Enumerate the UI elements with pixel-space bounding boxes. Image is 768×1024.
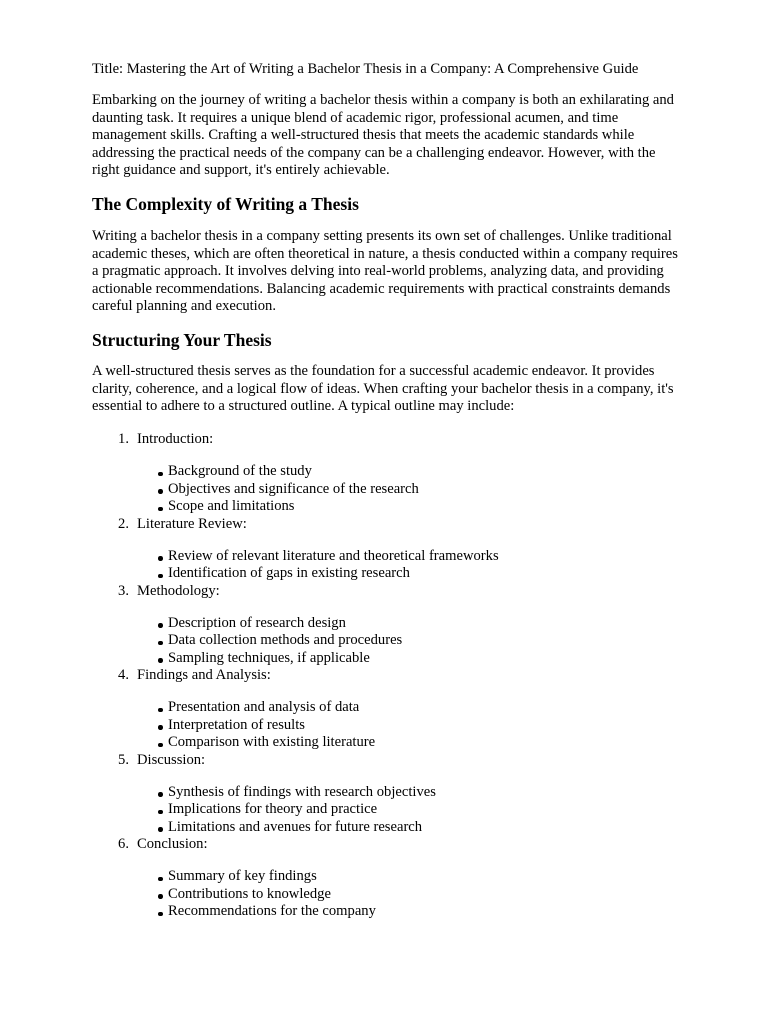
outline-sublist [92, 463, 732, 516]
bullet-icon [158, 556, 163, 561]
outline-sublist [92, 615, 732, 668]
outline-item-row [92, 836, 732, 854]
outline-subitem [158, 699, 732, 717]
outline-sublist [92, 784, 732, 837]
outline-subitem-text: Identification of gaps in existing research [168, 565, 410, 581]
outline-subitem-text: Interpretation of results [168, 716, 305, 733]
outline-subitem [158, 801, 732, 819]
complexity-paragraph: Writing a bachelor thesis in a company setting presents its own set of challenges. Unlike traditional academic theses, which are often theoretical in nature, a thesis conducted within a company requires a pragmatic approach. It involves delving into real-world problems, analyzing data, and providing actionable recommendations. Balancing academic requirements with practical constraints demands careful planning and execution. [92, 228, 678, 314]
outline-item-number: 3. [118, 582, 129, 599]
bullet-icon [158, 489, 163, 494]
outline-item-label: Conclusion: [137, 836, 208, 852]
outline-item-row [92, 752, 732, 770]
outline-subitem [158, 481, 732, 499]
outline-item-row [92, 583, 732, 601]
outline-item-number: 2. [118, 515, 129, 532]
outline-subitem-text: Data collection methods and procedures [168, 632, 403, 648]
outline-sublist [92, 548, 732, 583]
outline-subitem-text: Comparison with existing literature [168, 734, 376, 750]
outline-item-label: Literature Review: [137, 515, 247, 532]
outline-item-label: Findings and Analysis: [137, 667, 271, 683]
outline-subitem-text: Sampling techniques, if applicable [168, 649, 370, 666]
outline-subitem [158, 548, 732, 566]
outline-item-number: 6. [118, 836, 129, 852]
outline-subitem-text: Background of the study [168, 463, 312, 479]
bullet-icon [158, 574, 163, 579]
outline-sublist [92, 699, 732, 752]
outline-item [92, 667, 732, 752]
outline-item-number: 1. [118, 431, 129, 447]
bullet-icon [158, 658, 163, 663]
outline-subitem [158, 819, 732, 837]
outline-subitem-text: Objectives and significance of the research [168, 480, 419, 497]
outline-subitem-text: Presentation and analysis of data [168, 699, 360, 715]
bullet-icon [158, 708, 163, 713]
outline-item-row [92, 516, 732, 534]
document-title: Title: Mastering the Art of Writing a Bachelor Thesis in a Company: A Comprehensive Guide [92, 61, 639, 77]
bullet-icon [158, 792, 163, 797]
outline-item [92, 583, 732, 668]
section-heading-complexity: The Complexity of Writing a Thesis [92, 194, 359, 214]
outline-item-row [92, 431, 732, 449]
outline-subitem [158, 903, 732, 921]
bullet-icon [158, 472, 163, 477]
outline-subitem [158, 632, 732, 650]
outline-item-number: 5. [118, 751, 129, 768]
outline-sublist [92, 868, 732, 921]
bullet-icon [158, 810, 163, 815]
outline-subitem [158, 868, 732, 886]
bullet-icon [158, 827, 163, 832]
bullet-icon [158, 725, 163, 730]
intro-paragraph: Embarking on the journey of writing a bachelor thesis within a company is both an exhilarating and daunting task. It requires a unique blend of academic rigor, professional acumen, and time management skills. Crafting a well-structured thesis that meets the academic standards while addressing the practical needs of the company can be a challenging endeavor. However, with the right guidance and support, it's entirely achievable. [92, 92, 674, 178]
structuring-paragraph: A well-structured thesis serves as the foundation for a successful academic endeavor. It provides clarity, coherence, and a logical flow of ideas. When crafting your bachelor thesis in a company, it's essential to adhere to a structured outline. A typical outline may include: [92, 363, 674, 414]
outline-subitem [158, 784, 732, 802]
outline-item [92, 836, 732, 921]
outline-subitem-text: Recommendations for the company [168, 903, 376, 919]
outline-subitem [158, 886, 732, 904]
bullet-icon [158, 894, 163, 899]
outline-item-label: Methodology: [137, 582, 220, 599]
outline-subitem [158, 734, 732, 752]
outline-item-row [92, 667, 732, 685]
bullet-icon [158, 743, 163, 748]
outline-subitem-text: Implications for theory and practice [168, 801, 378, 817]
outline-item-label: Introduction: [137, 431, 214, 447]
section-heading-structuring: Structuring Your Thesis [92, 330, 272, 350]
outline-subitem [158, 615, 732, 633]
outline-subitem [158, 717, 732, 735]
outline-subitem-text: Summary of key findings [168, 868, 317, 884]
bullet-icon [158, 641, 163, 646]
bullet-icon [158, 877, 163, 882]
bullet-icon [158, 507, 163, 512]
outline-subitem-text: Limitations and avenues for future research [168, 818, 423, 835]
bullet-icon [158, 623, 163, 628]
thesis-outline-list [92, 431, 732, 921]
outline-subitem-text: Review of relevant literature and theoretical frameworks [168, 547, 499, 564]
outline-subitem [158, 498, 732, 516]
outline-item [92, 516, 732, 583]
outline-subitem [158, 565, 732, 583]
outline-subitem [158, 463, 732, 481]
outline-subitem-text: Description of research design [168, 614, 346, 631]
outline-subitem-text: Contributions to knowledge [168, 885, 331, 902]
outline-item [92, 431, 732, 516]
outline-item-label: Discussion: [137, 751, 206, 768]
outline-subitem [158, 650, 732, 668]
outline-item [92, 752, 732, 837]
outline-item-number: 4. [118, 667, 129, 683]
outline-subitem-text: Scope and limitations [168, 498, 295, 514]
bullet-icon [158, 912, 163, 917]
outline-subitem-text: Synthesis of findings with research objectives [168, 783, 436, 800]
